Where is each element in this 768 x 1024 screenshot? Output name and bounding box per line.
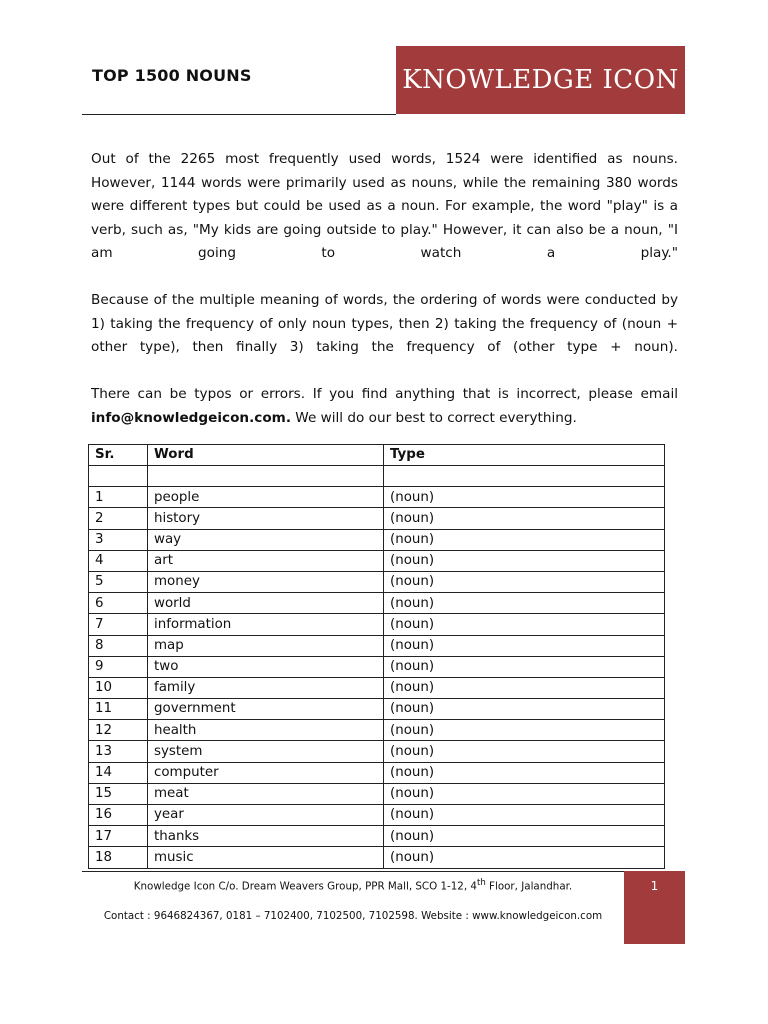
footer-divider — [82, 871, 624, 872]
cell-word: government — [148, 699, 384, 720]
cell-type: (noun) — [384, 487, 665, 508]
header-sr: Sr. — [89, 445, 148, 466]
cell-type: (noun) — [384, 614, 665, 635]
cell-sr: 10 — [89, 677, 148, 698]
cell-sr: 11 — [89, 699, 148, 720]
brand-logo: KNOWLEDGE ICON — [396, 46, 685, 114]
cell-type: (noun) — [384, 762, 665, 783]
cell-type: (noun) — [384, 677, 665, 698]
cell-sr: 3 — [89, 529, 148, 550]
cell-sr: 4 — [89, 550, 148, 571]
table-row — [89, 677, 665, 698]
table-row — [89, 762, 665, 783]
cell-sr: 1 — [89, 487, 148, 508]
table-row-empty — [89, 466, 665, 487]
cell-sr: 5 — [89, 571, 148, 592]
cell-word: computer — [148, 762, 384, 783]
cell-type: (noun) — [384, 508, 665, 529]
page-number: 1 — [624, 871, 685, 944]
footer-address-text: Knowledge Icon C/o. Dream Weavers Group, PPR Mall, SCO 1-12, 4 — [133, 880, 477, 893]
cell-word: family — [148, 677, 384, 698]
cell-sr: 14 — [89, 762, 148, 783]
intro-paragraph-1: Out of the 2265 most frequently used words, 1524 were identified as nouns. However, 1144 words were primarily used as nouns, while the remaining 380 words were different types but could be used as a noun. For example, the word "play" is a verb, such as, "My kids are going outside to play." However, it can also be a noun, "I am going to watch a play." — [91, 151, 678, 261]
cell-type: (noun) — [384, 550, 665, 571]
table-row — [89, 529, 665, 550]
cell-word: art — [148, 550, 384, 571]
cell-type: (noun) — [384, 720, 665, 741]
table-row — [89, 614, 665, 635]
cell-word: two — [148, 656, 384, 677]
cell-type: (noun) — [384, 805, 665, 826]
cell-word: thanks — [148, 826, 384, 847]
table-cell — [148, 466, 384, 487]
cell-sr: 7 — [89, 614, 148, 635]
intro-p3-text-end: We will do our best to correct everything. — [290, 409, 577, 426]
cell-sr: 6 — [89, 593, 148, 614]
cell-type: (noun) — [384, 741, 665, 762]
title-divider — [82, 114, 396, 115]
table-cell — [384, 466, 665, 487]
cell-word: meat — [148, 783, 384, 804]
cell-word: health — [148, 720, 384, 741]
table-row — [89, 720, 665, 741]
cell-word: people — [148, 487, 384, 508]
table-row — [89, 656, 665, 677]
cell-type: (noun) — [384, 656, 665, 677]
table-header-row — [89, 445, 665, 466]
cell-word: year — [148, 805, 384, 826]
cell-sr: 2 — [89, 508, 148, 529]
table-row — [89, 571, 665, 592]
cell-sr: 18 — [89, 847, 148, 868]
cell-word: music — [148, 847, 384, 868]
cell-word: information — [148, 614, 384, 635]
cell-sr: 15 — [89, 783, 148, 804]
cell-sr: 12 — [89, 720, 148, 741]
cell-sr: 8 — [89, 635, 148, 656]
table-row — [89, 805, 665, 826]
footer-address-end: Floor, Jalandhar. — [485, 880, 573, 893]
cell-word: money — [148, 571, 384, 592]
cell-type: (noun) — [384, 593, 665, 614]
header-type: Type — [384, 445, 665, 466]
table-row — [89, 826, 665, 847]
footer-address-sup: th — [476, 878, 486, 888]
table-row — [89, 847, 665, 868]
cell-sr: 9 — [89, 656, 148, 677]
cell-type: (noun) — [384, 635, 665, 656]
intro-paragraph-2: Because of the multiple meaning of words, the ordering of words were conducted by 1) taking the frequency of only noun types, then 2) taking the frequency of (noun + other type), then finally 3) taking the frequency of (other type + noun). — [91, 292, 678, 355]
table-row — [89, 741, 665, 762]
cell-word: map — [148, 635, 384, 656]
cell-type: (noun) — [384, 783, 665, 804]
cell-type: (noun) — [384, 847, 665, 868]
cell-word: way — [148, 529, 384, 550]
cell-word: history — [148, 508, 384, 529]
contact-email[interactable]: info@knowledgeicon.com. — [91, 409, 291, 426]
page-title: TOP 1500 NOUNS — [92, 66, 252, 85]
table-row — [89, 783, 665, 804]
cell-word: system — [148, 741, 384, 762]
header-word: Word — [148, 445, 384, 466]
footer-contact: Contact : 9646824367, 0181 – 7102400, 7102500, 7102598. Website : www.knowledgeicon.com — [103, 910, 603, 922]
table-row — [89, 487, 665, 508]
intro-p3-text: There can be typos or errors. If you find anything that is incorrect, please email — [91, 386, 678, 402]
table-row — [89, 508, 665, 529]
intro-paragraph-3 — [91, 383, 678, 430]
cell-type: (noun) — [384, 699, 665, 720]
table-cell — [89, 466, 148, 487]
table-row — [89, 635, 665, 656]
table-row — [89, 593, 665, 614]
table-row — [89, 550, 665, 571]
cell-word: world — [148, 593, 384, 614]
table-row — [89, 699, 665, 720]
cell-sr: 16 — [89, 805, 148, 826]
footer-address — [82, 878, 624, 892]
cell-sr: 13 — [89, 741, 148, 762]
cell-type: (noun) — [384, 571, 665, 592]
cell-sr: 17 — [89, 826, 148, 847]
nouns-table — [88, 444, 665, 869]
cell-type: (noun) — [384, 826, 665, 847]
cell-type: (noun) — [384, 529, 665, 550]
